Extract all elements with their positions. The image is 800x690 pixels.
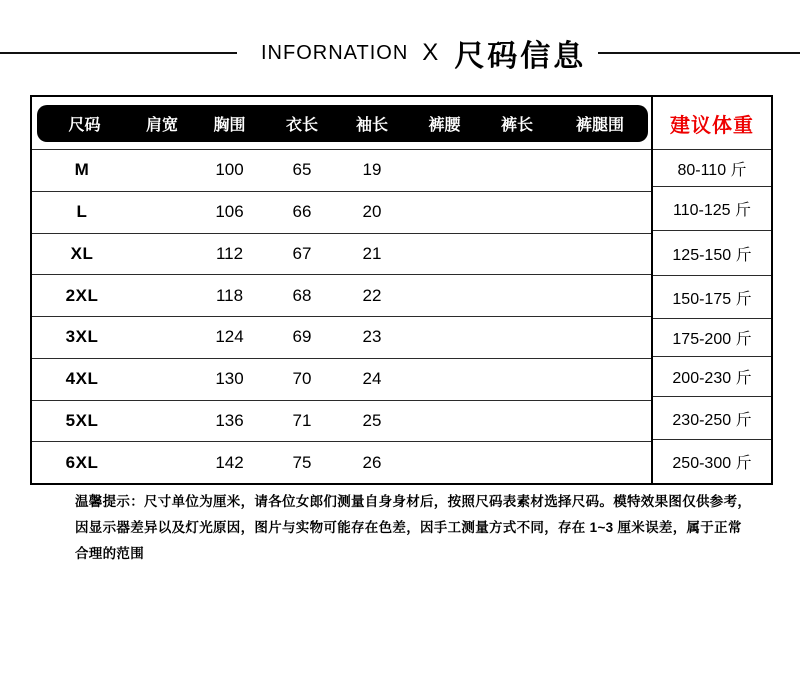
- title-divider-left: [0, 52, 237, 54]
- footer-note-line: 因显示器差异以及灯光原因，图片与实物可能存在色差，因手工测量方式不同，存在 1~3 厘米误差，属于正常: [75, 520, 742, 535]
- cell-waist: [407, 275, 482, 316]
- header-label-length: 衣长: [285, 117, 318, 134]
- cell-sleeve: 25: [362, 410, 382, 430]
- header-label-pants-length: 裤长: [500, 117, 533, 134]
- cell-size: 5XL: [65, 410, 99, 430]
- cell-size: 4XL: [65, 369, 99, 389]
- cell-shoulder: [132, 442, 192, 483]
- table-row: [32, 233, 651, 275]
- footer-note-line: 合理的范围: [75, 546, 144, 561]
- cell-waist: [407, 150, 482, 191]
- header-label-sleeve: 袖长: [355, 117, 388, 134]
- footer-note-line: 温馨提示：尺寸单位为厘米，请各位女郎们测量自身身材后，按照尺码表素材选择尺码。模特效果图仅供参考，: [75, 494, 752, 509]
- weight-cell: 110-125 斤: [653, 186, 771, 230]
- cell-sleeve: 23: [362, 327, 382, 347]
- cell-pants-length: [482, 401, 552, 442]
- cell-leg-width: [552, 150, 651, 191]
- cell-shoulder: [132, 317, 192, 358]
- cell-pants-length: [482, 275, 552, 316]
- header-label-size: 尺码: [68, 117, 101, 134]
- cell-bust: 106: [215, 202, 244, 222]
- weight-cell: 175-200 斤: [653, 318, 771, 356]
- weight-cell: 125-150 斤: [653, 230, 771, 275]
- footer-note: [75, 489, 753, 567]
- cell-leg-width: [552, 234, 651, 275]
- cell-shoulder: [132, 359, 192, 400]
- cell-length: 69: [292, 327, 312, 347]
- cell-size: M: [74, 160, 90, 180]
- table-row: [32, 358, 651, 400]
- cell-bust: 142: [215, 452, 244, 472]
- header-label-shoulder: 肩宽: [145, 117, 178, 134]
- table-row: [32, 316, 651, 358]
- cell-length: 71: [292, 410, 312, 430]
- table-row: [32, 149, 651, 191]
- title-x-separator: X: [422, 39, 439, 66]
- cell-pants-length: [482, 234, 552, 275]
- header-label-bust: 胸围: [213, 117, 246, 134]
- title-divider-right: [598, 52, 800, 54]
- cell-size: XL: [70, 243, 94, 263]
- cell-shoulder: [132, 234, 192, 275]
- cell-pants-length: [482, 359, 552, 400]
- cell-leg-width: [552, 275, 651, 316]
- table-row: [32, 400, 651, 442]
- cell-waist: [407, 359, 482, 400]
- weight-cell: 150-175 斤: [653, 275, 771, 318]
- cell-length: 65: [292, 160, 312, 180]
- cell-pants-length: [482, 317, 552, 358]
- table-row: [32, 441, 651, 483]
- cell-length: 67: [292, 243, 312, 263]
- cell-leg-width: [552, 359, 651, 400]
- cell-bust: 112: [215, 243, 244, 263]
- cell-size: L: [76, 202, 88, 222]
- suggested-weight-header: 建议体重: [670, 114, 754, 137]
- weight-cell: 250-300 斤: [653, 439, 771, 483]
- title-chinese-label: 尺码信息: [454, 40, 587, 73]
- cell-waist: [407, 317, 482, 358]
- cell-sleeve: 24: [362, 369, 382, 389]
- weight-cell: 230-250 斤: [653, 396, 771, 439]
- cell-leg-width: [552, 401, 651, 442]
- table-header-row: [32, 97, 651, 149]
- cell-length: 75: [292, 452, 312, 472]
- cell-sleeve: 19: [362, 160, 382, 180]
- cell-size: 2XL: [65, 285, 99, 305]
- cell-bust: 124: [215, 327, 244, 347]
- weight-cell: 80-110 斤: [653, 149, 771, 186]
- cell-pants-length: [482, 192, 552, 233]
- cell-pants-length: [482, 150, 552, 191]
- cell-length: 70: [292, 369, 312, 389]
- cell-bust: 130: [215, 369, 244, 389]
- size-chart-table: [30, 95, 773, 485]
- cell-sleeve: 21: [362, 243, 382, 263]
- table-row: [32, 274, 651, 316]
- cell-sleeve: 20: [362, 202, 382, 222]
- table-header-pill: [37, 105, 648, 142]
- cell-waist: [407, 442, 482, 483]
- size-chart-main-columns: [32, 97, 651, 483]
- cell-length: 68: [292, 285, 312, 305]
- cell-waist: [407, 234, 482, 275]
- cell-shoulder: [132, 150, 192, 191]
- cell-bust: 100: [215, 160, 244, 180]
- cell-leg-width: [552, 317, 651, 358]
- page-title: [0, 36, 800, 73]
- cell-sleeve: 22: [362, 285, 382, 305]
- cell-shoulder: [132, 192, 192, 233]
- cell-pants-length: [482, 442, 552, 483]
- cell-waist: [407, 192, 482, 233]
- weight-cell: 200-230 斤: [653, 356, 771, 396]
- cell-size: 6XL: [65, 452, 99, 472]
- suggested-weight-column: [651, 97, 771, 483]
- header-label-leg-width: 裤腿围: [575, 117, 624, 134]
- cell-leg-width: [552, 442, 651, 483]
- cell-bust: 118: [215, 285, 244, 305]
- title-english-label: INFORNATION: [261, 41, 409, 64]
- cell-length: 66: [292, 202, 312, 222]
- header-label-waist: 裤腰: [428, 117, 461, 134]
- cell-shoulder: [132, 275, 192, 316]
- cell-size: 3XL: [65, 327, 99, 347]
- cell-waist: [407, 401, 482, 442]
- cell-shoulder: [132, 401, 192, 442]
- cell-bust: 136: [215, 410, 244, 430]
- cell-leg-width: [552, 192, 651, 233]
- cell-sleeve: 26: [362, 452, 382, 472]
- table-row: [32, 191, 651, 233]
